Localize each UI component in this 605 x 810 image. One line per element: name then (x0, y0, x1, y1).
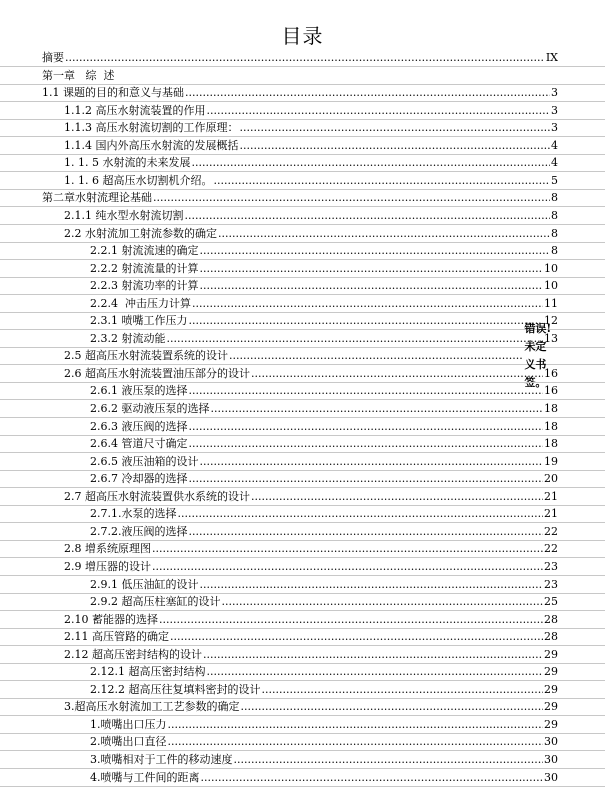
toc-entry-label: 2.喷嘴出口直径 (90, 735, 167, 749)
toc-entry-line (90, 505, 558, 523)
toc-leader-dots (178, 505, 544, 523)
toc-leader-dots (185, 207, 551, 225)
toc-entry-label: 2.6.2 驱动液压泵的选择 (90, 402, 210, 415)
toc-page-number: 28 (544, 630, 558, 644)
toc-entry[interactable] (0, 189, 605, 207)
toc-entry-line (64, 646, 558, 664)
toc-leader-dots (153, 189, 550, 207)
toc-page-number: 11 (544, 296, 558, 310)
toc-entry-line (64, 365, 558, 383)
toc-entry-label: 2.7 超高压水射流装置供水系统的设计 (64, 489, 250, 503)
toc-entry-line (42, 84, 558, 102)
toc-page-number: 30 (544, 753, 558, 766)
toc-leader-dots (192, 295, 543, 313)
toc-entry[interactable] (0, 365, 605, 383)
toc-leader-dots (159, 611, 543, 629)
toc-entry-line (42, 49, 558, 67)
toc-entry-label: 2.9.2 超高压柱塞缸的设计 (90, 595, 221, 609)
toc-entry-line (64, 558, 558, 576)
toc-entry-label: 3.喷嘴相对于工件的移动速度 (90, 753, 233, 766)
toc-page-number: 29 (544, 682, 558, 696)
toc-leader-dots (229, 347, 523, 365)
toc-entry-line (90, 453, 558, 471)
toc-entry-line (90, 277, 558, 295)
toc-entry-label: 2.7.2.液压阀的选择 (90, 524, 188, 538)
toc-entry-line (90, 330, 558, 348)
toc-entry-line (42, 67, 558, 85)
toc-entry[interactable] (0, 295, 605, 313)
toc-entry-line (64, 628, 558, 646)
toc-page-number: 18 (544, 419, 558, 433)
toc-entry[interactable] (0, 681, 605, 699)
toc-entry-label: 1. 1. 6 超高压水切割机介绍。 (64, 173, 213, 187)
toc-leader-dots (241, 698, 544, 716)
toc-entry-line (64, 172, 558, 190)
toc-entry[interactable] (0, 733, 605, 751)
toc-entry-line (64, 154, 558, 172)
toc-page-number: 4 (551, 138, 558, 152)
toc-entry-label: 1.1.2 高压水射流装置的作用 (64, 103, 206, 117)
toc-leader-dots (234, 751, 544, 769)
toc-entry-line (64, 137, 558, 155)
toc-page-number: 3 (551, 103, 558, 117)
toc-page-number: 18 (544, 402, 558, 415)
toc-leader-dots (251, 365, 543, 383)
toc-page-number: 10 (544, 261, 558, 275)
toc-entry[interactable] (0, 312, 605, 330)
toc-entry-label: 2.5 超高压水射流装置系统的设计 (64, 349, 228, 363)
toc-entry-line (90, 260, 558, 278)
toc-page-number: 19 (544, 454, 558, 468)
toc-leader-dots (168, 716, 544, 734)
toc-page-number: 30 (544, 770, 558, 784)
toc-leader-dots (189, 418, 544, 436)
toc-entry-label: 2.6.1 液压泵的选择 (90, 384, 188, 398)
toc-entry-label: 2.6.5 液压油箱的设计 (90, 454, 199, 468)
toc-entry-line (90, 681, 558, 699)
toc-page-number: 16 (544, 366, 558, 380)
toc-entry-label: 2.3.1 喷嘴工作压力 (90, 314, 188, 328)
toc-leader-dots (218, 225, 550, 243)
toc-entry-line (90, 418, 558, 436)
toc-page-number: 29 (544, 700, 558, 714)
toc-entry-label: 2.12 超高压密封结构的设计 (64, 647, 202, 661)
toc-page-number: 16 (544, 384, 558, 398)
toc-entry[interactable] (0, 470, 605, 488)
toc-page-number: 错误!未定义书签。 (524, 322, 552, 390)
toc-entry[interactable] (0, 523, 605, 541)
toc-entry-line (42, 189, 558, 207)
toc-leader-dots (211, 400, 544, 418)
toc-entry-line (90, 751, 558, 769)
toc-entry-line (64, 698, 558, 716)
toc-entry[interactable] (0, 225, 605, 243)
toc-page-number: 29 (544, 665, 558, 679)
toc-page-number: 22 (544, 542, 558, 556)
toc-entry[interactable] (0, 277, 605, 295)
toc-leader-dots (168, 733, 544, 751)
toc-page-number: 3 (551, 121, 558, 135)
toc-entry-label: 2.2.2 射流流量的计算 (90, 261, 199, 275)
toc-leader-dots (152, 540, 543, 558)
toc-entry-label: 2.8 增系统原理图 (64, 542, 151, 556)
toc-leader-dots (191, 154, 550, 172)
toc-leader-dots (206, 663, 543, 681)
toc-page-number: 8 (551, 226, 558, 240)
toc-entry[interactable] (0, 260, 605, 278)
toc-entry-label: 3.超高压水射流加工工艺参数的确定 (64, 700, 240, 714)
toc-leader-dots (167, 330, 544, 348)
toc-page-number: 29 (544, 647, 558, 661)
toc-leader-dots (201, 769, 544, 787)
toc-page-number: 29 (544, 717, 558, 731)
toc-entry[interactable] (0, 137, 605, 155)
toc-entry-line (90, 295, 558, 313)
toc-leader-dots (213, 172, 550, 190)
toc-entry[interactable] (0, 505, 605, 523)
toc-page-number: 8 (551, 191, 558, 205)
toc-entry-line (90, 242, 558, 260)
toc-entry[interactable] (0, 84, 605, 102)
toc-entry-label: 2.11 高压管路的确定 (64, 630, 169, 644)
toc-entry-line (90, 663, 558, 681)
toc-leader-dots (170, 628, 543, 646)
toc-page-number: 10 (544, 279, 558, 293)
toc-entry-line (90, 382, 558, 400)
toc-leader-dots (261, 681, 543, 699)
toc-entry-line (64, 488, 558, 506)
toc-entry-label: 2.6 超高压水射流装置油压部分的设计 (64, 366, 250, 380)
toc-entry-label: 2.6.7 冷却器的选择 (90, 472, 188, 486)
toc-page-number: 3 (551, 86, 558, 100)
toc-entry[interactable] (0, 207, 605, 225)
toc-entry-label: 2.10 蓄能器的选择 (64, 612, 158, 626)
toc-entry[interactable] (0, 540, 605, 558)
toc-entry-line (90, 769, 558, 787)
toc-entry-label: 2.9.1 低压油缸的设计 (90, 577, 199, 591)
toc-leader-dots (251, 488, 543, 506)
toc-entry-line (90, 576, 558, 594)
toc-entry[interactable] (0, 119, 605, 137)
toc-entry[interactable] (0, 400, 605, 418)
toc-entry-label: 2.12.1 超高压密封结构 (90, 665, 206, 679)
toc-entry-label: 2.3.2 射流动能 (90, 331, 166, 345)
toc-leader-dots (222, 593, 544, 611)
toc-entry[interactable] (0, 698, 605, 716)
toc-entry-label: 1. 1. 5 水射流的未来发展 (64, 156, 191, 170)
toc-page-number: 5 (551, 173, 558, 187)
toc-entry-line (90, 435, 558, 453)
toc-entry[interactable] (0, 646, 605, 664)
toc-entry[interactable] (0, 418, 605, 436)
toc-leader-dots (189, 312, 544, 330)
toc-entry-label: 2.9 增压器的设计 (64, 559, 151, 573)
toc-entry[interactable] (0, 49, 605, 67)
toc-leader-dots (200, 242, 551, 260)
toc-entry-line (90, 733, 558, 751)
toc-leader-dots (65, 49, 545, 67)
toc-entry[interactable] (0, 769, 605, 787)
toc-page-number: 23 (544, 559, 558, 573)
toc-entry-label: 第一章 综 述 (42, 68, 115, 82)
toc-entry[interactable] (0, 593, 605, 611)
toc-entry-line (64, 207, 558, 225)
toc-leader-dots (239, 119, 550, 137)
toc-page-number: 20 (544, 472, 558, 486)
toc-entry[interactable] (0, 576, 605, 594)
toc-leader-dots (200, 453, 544, 471)
toc-entry[interactable] (0, 663, 605, 681)
page-title: 目录 (281, 24, 324, 48)
toc-entry-label: 2.6.4 管道尺寸确定 (90, 437, 188, 451)
toc-entry[interactable] (0, 102, 605, 120)
toc-leader-dots (189, 382, 544, 400)
toc-page-number: 21 (544, 507, 558, 521)
toc-entry-label: 1.1.4 国内外高压水射流的发展概括 (64, 138, 239, 152)
toc-entry[interactable] (0, 67, 605, 85)
toc-entry-label: 2.2.1 射流流速的确定 (90, 244, 199, 258)
toc-entry-line (90, 400, 558, 418)
toc-entry-label: 2.6.3 液压阀的选择 (90, 419, 188, 433)
toc-entry-label: 2.2.3 射流功率的计算 (90, 279, 199, 293)
toc-entry-line (64, 225, 558, 243)
toc-entry-line (90, 593, 558, 611)
toc-entry[interactable] (0, 751, 605, 769)
toc-entry-line (64, 540, 558, 558)
toc-entry-label: 2.2 水射流加工射流参数的确定 (64, 226, 217, 240)
toc-entry-line (64, 102, 558, 120)
toc-leader-dots (189, 470, 544, 488)
toc-entry[interactable] (0, 558, 605, 576)
toc-entry-line (90, 716, 558, 734)
toc-entry[interactable] (0, 628, 605, 646)
toc-entry[interactable] (0, 611, 605, 629)
toc-page-number: 25 (544, 595, 558, 609)
toc-entry-label: 2.2.4 冲击压力计算 (90, 296, 191, 310)
toc-leader-dots (203, 646, 543, 664)
toc-page-number: 28 (544, 612, 558, 626)
toc-entry-label: 1.1 课题的目的和意义与基础 (42, 86, 184, 100)
toc-entry[interactable] (0, 382, 605, 400)
toc-page-number: 30 (544, 735, 558, 749)
toc-entry-line (90, 312, 558, 330)
toc-leader-dots (200, 260, 544, 278)
toc-entry-label: 摘要 (42, 51, 64, 64)
toc-leader-dots (200, 277, 544, 295)
toc-entry[interactable] (0, 453, 605, 471)
toc-entry[interactable] (0, 172, 605, 190)
toc-leader-dots (200, 576, 544, 594)
toc-entry-label: 2.7.1.水泵的选择 (90, 507, 177, 521)
toc-entry-label: 第二章水射流理论基础 (42, 191, 152, 205)
toc-entry[interactable] (0, 330, 605, 348)
toc-leader-dots (152, 558, 543, 576)
toc-entry-label: 2.12.2 超高压往复填料密封的设计 (90, 682, 261, 696)
toc-entry-label: 2.1.1 纯水型水射流切割 (64, 208, 184, 222)
toc-page-number: 4 (551, 156, 558, 170)
toc-entry[interactable] (0, 716, 605, 734)
toc-entry-label: 4.喷嘴与工件间的距离 (90, 770, 200, 784)
toc-leader-dots (189, 435, 544, 453)
toc-page-number: 18 (544, 437, 558, 451)
toc-page-number: 23 (544, 577, 558, 591)
toc-entry-label: 1.喷嘴出口压力 (90, 717, 167, 731)
toc-entry[interactable] (0, 154, 605, 172)
toc-leader-dots (239, 137, 550, 155)
toc-entry-line (64, 611, 558, 629)
toc-leader-dots (207, 102, 551, 120)
toc-entry-line (90, 470, 558, 488)
toc-entry[interactable] (0, 242, 605, 260)
toc-page-number: 8 (551, 208, 558, 222)
toc-page-number: 21 (544, 489, 558, 503)
toc-page-number: 13 (544, 331, 558, 345)
toc-leader-dots (189, 523, 544, 541)
toc-page-number: IX (545, 51, 558, 64)
toc-entry[interactable] (0, 488, 605, 506)
toc-page-number: 12 (544, 314, 558, 328)
toc-leader-dots (185, 84, 550, 102)
toc-entry[interactable] (0, 435, 605, 453)
toc-entry-line (64, 119, 558, 137)
toc-page-number: 22 (544, 524, 558, 538)
toc-page-number: 8 (551, 244, 558, 258)
toc-entry-line (90, 523, 558, 541)
toc-entry-label: 1.1.3 高压水射流切割的工作原理： (64, 121, 239, 135)
